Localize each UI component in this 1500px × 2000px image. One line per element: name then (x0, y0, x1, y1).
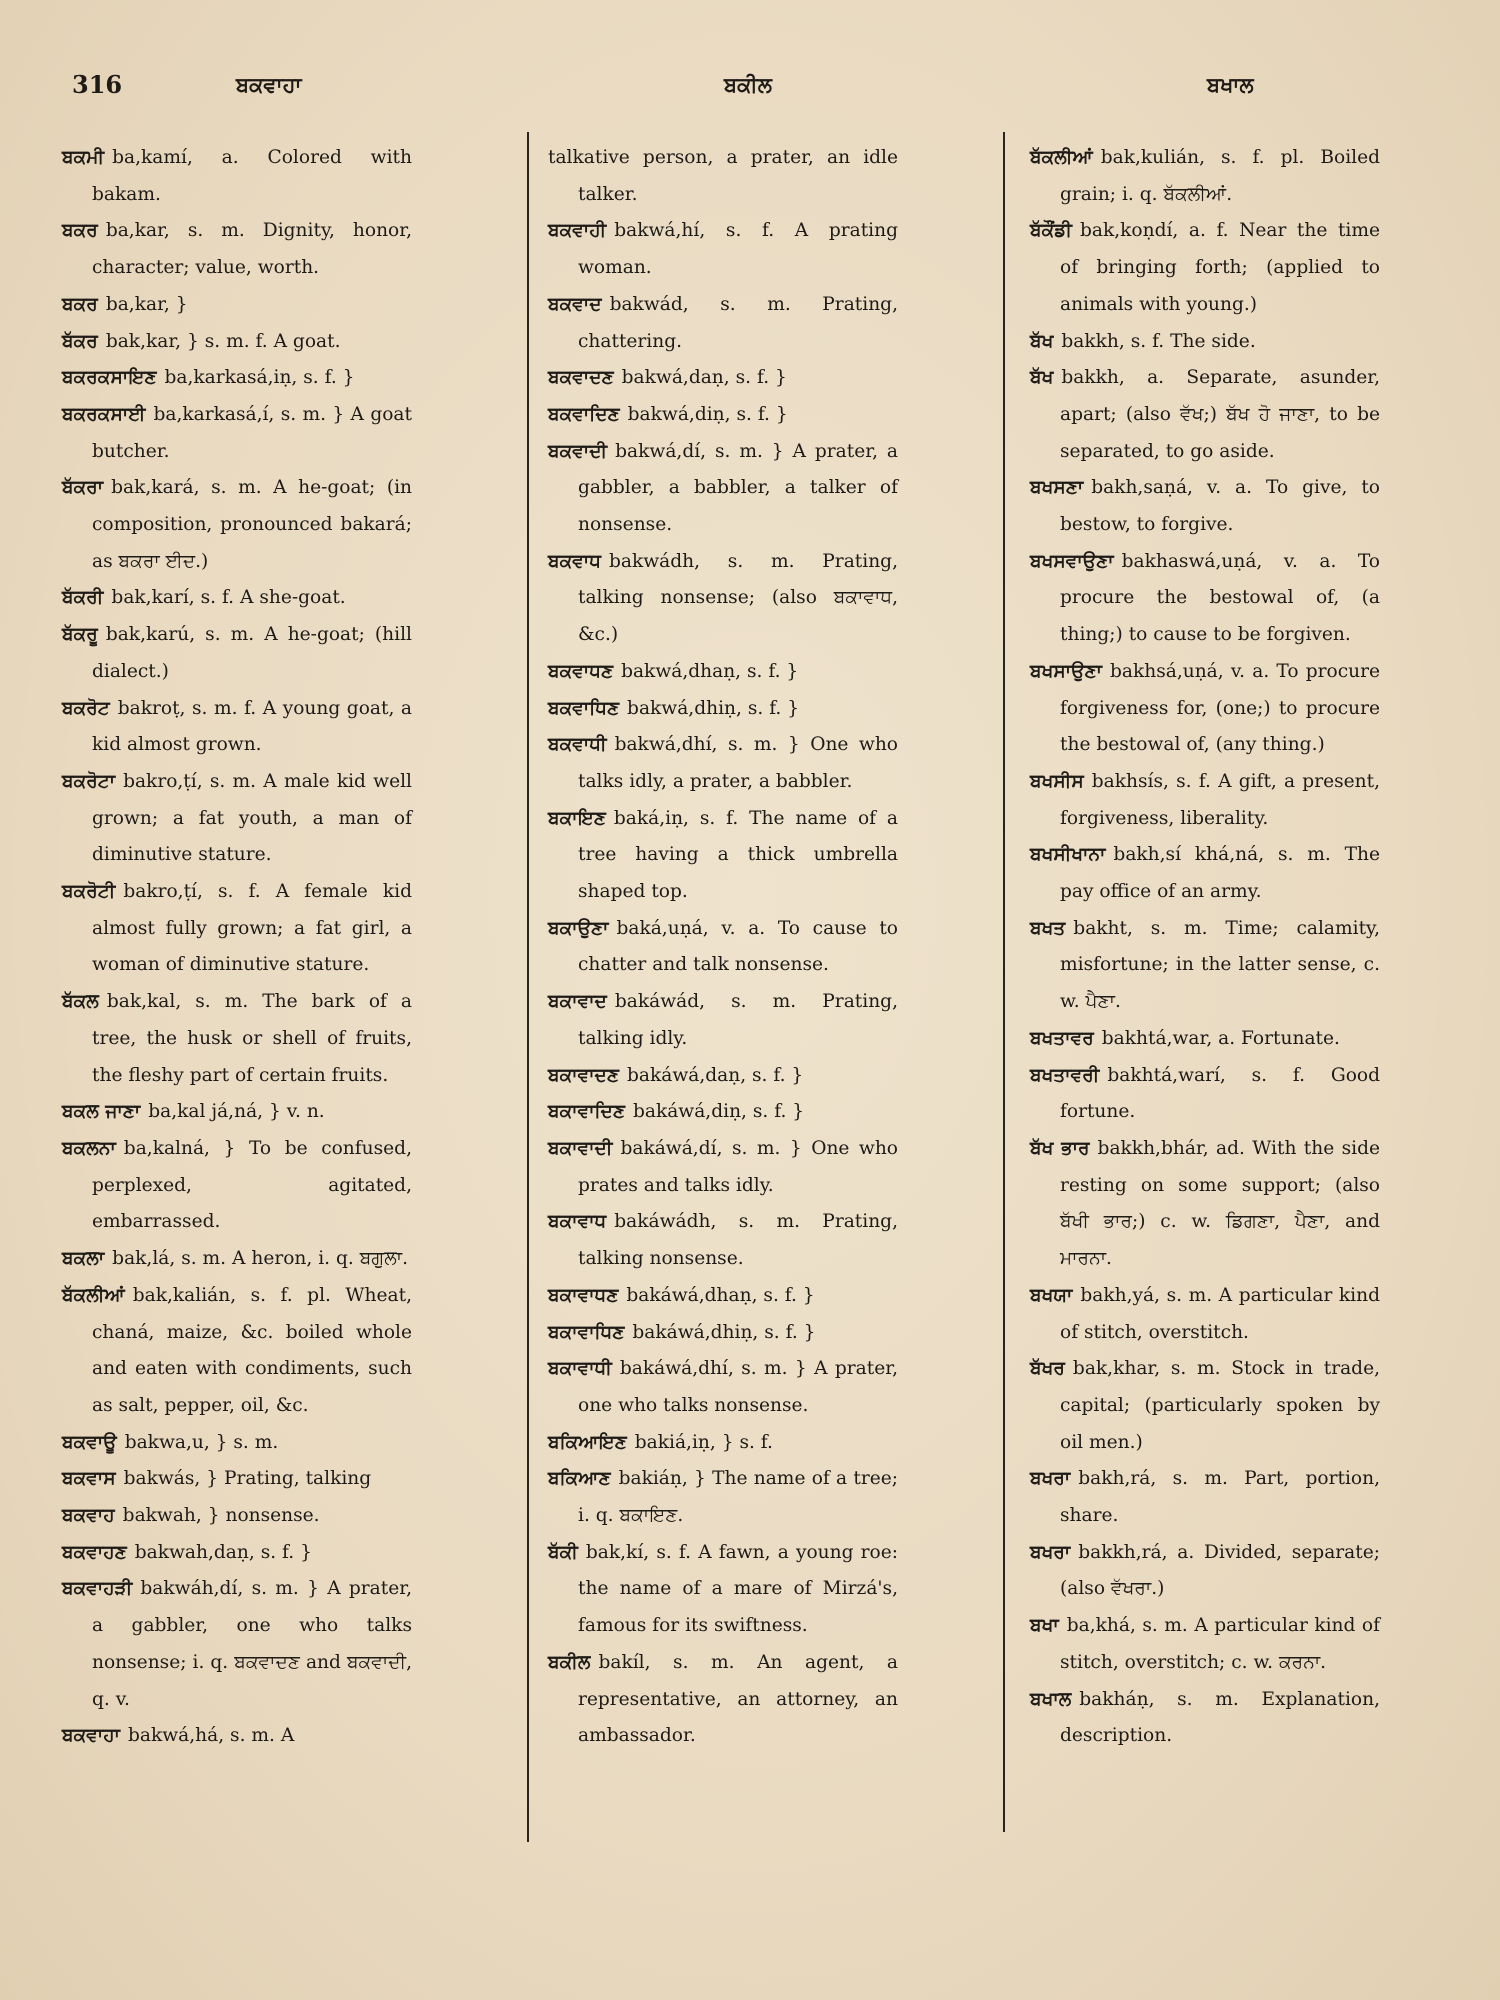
dictionary-entry (1030, 1351, 1380, 1461)
entry-definition: bakwás, } Prating, talking (123, 1468, 372, 1490)
entry-headword: ਬਕਾਵਾਦੀ (548, 1137, 613, 1159)
dictionary-entry (62, 1718, 412, 1755)
entry-headword: ਬਕਵਾਊ (62, 1431, 117, 1453)
entry-definition: bakro,ṭí, s. f. A female kid almost fully grown; a fat girl, a woman of diminutive stature. (92, 881, 412, 976)
entry-headword: ਬਕਵਾਹੀ (548, 220, 607, 242)
dictionary-entry (62, 1498, 412, 1535)
entry-definition: bakwa,u, } s. m. (124, 1431, 279, 1453)
dictionary-entry (1030, 764, 1380, 837)
dictionary-entry (1030, 1278, 1380, 1351)
entry-headword: ਬੱਕੌਂਡੀ (1030, 220, 1072, 242)
entry-headword: ਬਖਸੀਸ (1030, 770, 1084, 792)
dictionary-entry (1030, 1608, 1380, 1681)
entry-headword: ਬਕਮੀ (62, 147, 105, 168)
entry-definition: bakhsá,uṇá, v. a. To procure forgiveness for, (one;) to procure the bestowal of, (any thing.) (1060, 660, 1380, 756)
entry-headword: ਬੱਕਰ (62, 330, 98, 352)
entry-headword: ਬਕਾਵਾਦ (548, 991, 607, 1013)
entry-headword: ਬਕਰਕਸਾਇਣ (62, 367, 157, 389)
dictionary-entry (62, 1278, 412, 1425)
entry-definition: baká,uṇá, v. a. To cause to chatter and talk nonsense. (578, 917, 898, 976)
entry-headword: ਬਖਸਣਾ (1030, 477, 1084, 499)
dictionary-entry (1030, 1461, 1380, 1534)
dictionary-entry (1030, 654, 1380, 764)
dictionary-entry (62, 984, 412, 1094)
dictionary-entry (548, 727, 898, 800)
entry-headword: ਬਕਵਾਦਣ (548, 367, 614, 389)
entry-definition: bakwád, s. m. Prating, chattering. (578, 293, 898, 352)
entry-headword: ਬਖਤਾਵਰ (1030, 1027, 1094, 1049)
page-header (0, 70, 1500, 110)
entry-headword: ਬਕਵਾਹਣ (62, 1541, 127, 1563)
entry-definition: bakkh,bhár, ad. With the side resting on some support; (also ਬੱਖੀ ਭਾਰ;) c. w. ਡਿਗਣਾ, ਪੈਣਾ, and ਮਾਰਨਾ. (1060, 1137, 1380, 1270)
dictionary-entry (548, 1094, 898, 1131)
entry-definition: bakáwá,dhaṇ, s. f. } (626, 1284, 815, 1306)
entry-headword: ਬਖਸੀਖਾਨਾ (1030, 844, 1106, 866)
entry-headword: ਬਕਰੋਟ (62, 697, 110, 719)
entry-definition: bak,kí, s. f. A fawn, a young roe: the name of a mare of Mirzá's, famous for its swiftness. (578, 1541, 898, 1637)
dictionary-entry (548, 984, 898, 1057)
entry-definition: bakwá,dhí, s. m. } One who talks idly, a prater, a babbler. (578, 734, 898, 792)
page-number: 316 (72, 70, 123, 99)
entry-headword: ਬਕਿਆਣ (548, 1468, 611, 1490)
dictionary-entry (62, 213, 412, 286)
dictionary-entry (62, 397, 412, 470)
entry-definition: bakh,saṇá, v. a. To give, to bestow, to forgive. (1060, 477, 1380, 536)
entry-definition: bakroṭ, s. m. f. A young goat, a kid almost grown. (92, 697, 412, 756)
entry-definition: bakwá,dhiṇ, s. f. } (627, 697, 800, 719)
entry-headword: ਬਕਾਉਣਾ (548, 917, 609, 939)
dictionary-entry (1030, 544, 1380, 654)
dictionary-entry (548, 1351, 898, 1424)
guide-word-left: ਬਕਵਾਹਾ (236, 72, 302, 97)
dictionary-entry (548, 544, 898, 654)
entry-definition: talkative person, a prater, an idle talker. (548, 147, 898, 205)
entry-definition: bakkh,rá, a. Divided, separate; (also ਵੱਖਰਾ.) (1060, 1541, 1380, 1600)
entry-definition: ba,khá, s. m. A particular kind of stitch, overstitch; c. w. ਕਰਨਾ. (1060, 1615, 1380, 1673)
dictionary-entry (1030, 1058, 1380, 1131)
dictionary-entry (548, 801, 898, 911)
entry-headword: ਬਕਵਾਦ (548, 293, 602, 315)
entry-headword: ਬੱਕਰੂ (62, 624, 98, 646)
entry-definition: bak,kará, s. m. A he-goat; (in composition, pronounced bakará; as ਬਕਰਾ ਈਦ.) (92, 477, 412, 572)
entry-definition: bakwá,daṇ, s. f. } (621, 367, 787, 389)
entry-definition: ba,kamí, a. Colored with bakam. (92, 147, 412, 205)
column-divider-right (1003, 132, 1005, 1832)
entry-headword: ਬਕਵਾਹੜੀ (62, 1578, 133, 1600)
dictionary-entry (1030, 1021, 1380, 1058)
dictionary-entry (548, 1278, 898, 1315)
entry-headword: ਬਕਾਵਾਧ (548, 1211, 607, 1233)
entry-definition: bakáwá,diṇ, s. f. } (632, 1101, 805, 1123)
entry-definition: baká,iṇ, s. f. The name of a tree having a thick umbrella shaped top. (578, 807, 898, 903)
dictionary-entry (548, 654, 898, 691)
dictionary-entry (62, 1094, 412, 1131)
entry-headword: ਬਕਵਾਦਿਣ (548, 403, 620, 425)
dictionary-entry (1030, 213, 1380, 323)
dictionary-entry (548, 397, 898, 434)
dictionary-entry (1030, 470, 1380, 543)
entry-definition: bak,kulián, s. f. pl. Boiled grain; i. q. ਬੱਕਲੀਆਂ. (1060, 147, 1380, 205)
entry-headword: ਬਕਾਵਾਧਿਣ (548, 1321, 625, 1343)
entry-definition: bakáwádh, s. m. Prating, talking nonsense. (578, 1211, 898, 1270)
entry-headword: ਬਕਵਾਧ (548, 550, 601, 572)
dictionary-entry (548, 287, 898, 360)
entry-definition: bakáwá,dhí, s. m. } A prater, one who talks nonsense. (578, 1358, 898, 1416)
dictionary-entry (62, 1535, 412, 1572)
dictionary-entry (548, 1425, 898, 1462)
dictionary-entry (62, 1241, 412, 1278)
dictionary-entry (548, 213, 898, 286)
guide-word-right: ਬਖਾਲ (1207, 72, 1254, 97)
entry-headword: ਬਕਵਾਦੀ (548, 440, 608, 462)
entry-definition: bakwáh,dí, s. m. } A prater, a gabbler, one who talks nonsense; i. q. ਬਕਵਾਦਣ and ਬਕਵਾਦੀ, q. v. (92, 1578, 412, 1710)
dictionary-entry (1030, 1682, 1380, 1755)
dictionary-entry (1030, 837, 1380, 910)
entry-definition: ba,kar, } (105, 293, 188, 315)
entry-headword: ਬਕਵਾਹ (62, 1505, 115, 1527)
dictionary-entry (548, 1461, 898, 1534)
entry-definition: bakh,sí khá,ná, s. m. The pay office of an army. (1060, 844, 1380, 903)
entry-headword: ਬੱਖਰ (1030, 1358, 1065, 1380)
entry-headword: ਬਕਾਵਾਦਿਣ (548, 1101, 625, 1123)
dictionary-entry (1030, 140, 1380, 213)
dictionary-entry (548, 434, 898, 544)
entry-headword: ਬਕਾਵਾਦਣ (548, 1064, 619, 1086)
dictionary-entry (548, 1131, 898, 1204)
entry-definition: bakwá,hí, s. f. A prating woman. (578, 220, 898, 279)
entry-headword: ਬਕਵਾਧਿਣ (548, 697, 620, 719)
entry-definition: bak,koṇdí, a. f. Near the time of bringing forth; (applied to animals with young.) (1060, 220, 1380, 315)
entry-headword: ਬਕਵਾਧੀ (548, 734, 607, 756)
dictionary-entry (1030, 1535, 1380, 1608)
entry-definition: bak,kalián, s. f. pl. Wheat, chaná, maize, &c. boiled whole and eaten with condiments, such as salt, pepper, oil, &c. (92, 1284, 412, 1416)
entry-headword: ਬੱਖ (1030, 330, 1054, 352)
dictionary-entry (548, 1204, 898, 1277)
dictionary-entry (548, 911, 898, 984)
dictionary-entry (62, 1425, 412, 1462)
entry-column-2 (548, 140, 898, 1755)
column-divider-left (527, 132, 529, 1842)
entry-definition: ba,karkasá,iṇ, s. f. } (164, 367, 355, 389)
entry-definition: bakhsís, s. f. A gift, a present, forgiveness, liberality. (1060, 770, 1380, 829)
entry-headword: ਬਕਰੋਟਾ (62, 770, 116, 792)
entry-headword: ਬਖਯਾ (1030, 1284, 1073, 1306)
entry-headword: ਬਕਲ ਜਾਣਾ (62, 1101, 141, 1123)
entry-definition: bakh,yá, s. m. A particular kind of stitch, overstitch. (1060, 1284, 1380, 1343)
entry-definition: bakiáṇ, } The name of a tree; i. q. ਬਕਾਇਣ. (578, 1468, 898, 1527)
dictionary-entry (62, 470, 412, 580)
entry-headword: ਬਕਰਕਸਾਈ (62, 403, 146, 425)
entry-headword: ਬਖਾਲ (1030, 1688, 1072, 1710)
entry-headword: ਬਖਤ (1030, 917, 1066, 939)
entry-definition: bak,kal, s. m. The bark of a tree, the husk or shell of fruits, the fleshy part of certain fruits. (92, 991, 412, 1086)
dictionary-entry (548, 1645, 898, 1755)
dictionary-entry (548, 1535, 898, 1645)
entry-column-1 (62, 140, 412, 1755)
entry-definition: bakkh, a. Separate, asunder, apart; (also ਵੱਖ;) ਬੱਖ ਹੋ ਜਾਣਾ, to be separated, to go aside. (1060, 367, 1380, 462)
dictionary-entry (62, 617, 412, 690)
dictionary-entry (62, 580, 412, 617)
entry-headword: ਬਕਿਆਇਣ (548, 1431, 627, 1453)
entry-definition: bak,karú, s. m. A he-goat; (hill dialect.) (92, 624, 412, 682)
dictionary-entry (62, 874, 412, 984)
entry-definition: bakwá,dhaṇ, s. f. } (621, 660, 799, 682)
entry-definition: bakháṇ, s. m. Explanation, description. (1060, 1688, 1380, 1747)
entry-headword: ਬਕਵਾਸ (62, 1468, 116, 1490)
entry-definition: ba,kal já,ná, } v. n. (148, 1101, 325, 1123)
entry-headword: ਬਕਲਾ (62, 1248, 105, 1270)
entry-definition: bakwah, } nonsense. (122, 1505, 320, 1527)
entry-headword: ਬੱਖ ਭਾਰ (1030, 1137, 1090, 1159)
dictionary-entry (62, 140, 412, 213)
entry-headword: ਬੱਕਲੀਆਂ (62, 1284, 125, 1306)
entry-definition: bakwá,há, s. m. A (127, 1725, 295, 1747)
entry-definition: bakh,rá, s. m. Part, portion, share. (1060, 1468, 1380, 1527)
entry-definition: ba,kalná, } To be confused, perplexed, agitated, embarrassed. (92, 1137, 412, 1233)
dictionary-entry (62, 1461, 412, 1498)
entry-headword: ਬਕਲਨਾ (62, 1137, 116, 1159)
guide-word-center: ਬਕੀਲ (724, 72, 772, 97)
entry-definition: bakro,ṭí, s. m. A male kid well grown; a fat youth, a man of diminutive stature. (92, 770, 412, 866)
entry-headword: ਬਖਤਾਵਰੀ (1030, 1064, 1100, 1086)
entry-definition: bak,karí, s. f. A she-goat. (111, 587, 346, 609)
dictionary-entry (1030, 324, 1380, 361)
entry-headword: ਬੱਕਲ (62, 991, 99, 1013)
entry-headword: ਬਕਵਾਧਣ (548, 660, 614, 682)
entry-definition: ba,kar, s. m. Dignity, honor, character; value, worth. (92, 220, 412, 279)
entry-headword: ਬੱਖ (1030, 367, 1054, 389)
entry-headword: ਬਖਸਵਾਉਣਾ (1030, 550, 1114, 572)
entry-definition: bakwah,daṇ, s. f. } (134, 1541, 312, 1563)
dictionary-entry (1030, 1131, 1380, 1278)
dictionary-entry (62, 324, 412, 361)
entry-definition: bakwádh, s. m. Prating, talking nonsense; (also ਬਕਾਵਾਧ, &c.) (578, 550, 898, 646)
dictionary-entry (62, 287, 412, 324)
entry-headword: ਬੱਕੀ (548, 1541, 578, 1563)
dictionary-entry (548, 691, 898, 728)
entry-definition: bak,lá, s. m. A heron, i. q. ਬਗੁਲਾ. (112, 1248, 409, 1270)
entry-headword: ਬਕਾਵਾਧੀ (548, 1358, 612, 1380)
dictionary-entry (62, 360, 412, 397)
entry-headword: ਬਕਰੋਟੀ (62, 881, 116, 903)
entry-definition: bakwá,dí, s. m. } A prater, a gabbler, a babbler, a talker of nonsense. (578, 440, 898, 536)
dictionary-entry (62, 1131, 412, 1241)
entry-headword: ਬੱਕਰਾ (62, 477, 104, 499)
entry-definition: bakwá,diṇ, s. f. } (627, 403, 788, 425)
entry-headword: ਬੱਕਲੀਆਂ (1030, 147, 1093, 168)
entry-definition: bakáwá,dí, s. m. } One who prates and talks idly. (578, 1137, 898, 1196)
entry-definition: bakht, s. m. Time; calamity, misfortune; in the latter sense, c. w. ਪੈਣਾ. (1060, 917, 1380, 1013)
dictionary-entry (548, 360, 898, 397)
entry-headword: ਬਖਰਾ (1030, 1541, 1071, 1563)
entry-headword: ਬਖਾ (1030, 1615, 1059, 1637)
entry-headword: ਬਕਾਇਣ (548, 807, 606, 829)
entry-definition: bakáwá,dhiṇ, s. f. } (632, 1321, 816, 1343)
entry-definition: bakhtá,war, a. Fortunate. (1101, 1027, 1340, 1049)
entry-headword: ਬਕੀਲ (548, 1651, 591, 1673)
entry-definition: bak,kar, } s. m. f. A goat. (105, 330, 341, 352)
dictionary-entry (62, 1571, 412, 1718)
dictionary-entry (548, 1058, 898, 1095)
entry-definition: bakkh, s. f. The side. (1061, 330, 1256, 352)
entry-headword: ਬਕਾਵਾਧਣ (548, 1284, 619, 1306)
entry-headword: ਬਕਵਾਹਾ (62, 1725, 120, 1747)
dictionary-entry (1030, 360, 1380, 470)
entry-definition: bakáwá,daṇ, s. f. } (626, 1064, 804, 1086)
entry-definition: bakiá,iṇ, } s. f. (634, 1431, 773, 1453)
entry-definition: ba,karkasá,í, s. m. } A goat butcher. (92, 403, 412, 462)
dictionary-entry (1030, 911, 1380, 1021)
entry-column-3 (1030, 140, 1380, 1755)
entry-headword: ਬਕਰ (62, 220, 98, 242)
dictionary-entry (548, 140, 898, 213)
entry-headword: ਬਕਰ (62, 293, 98, 315)
entry-definition: bakáwád, s. m. Prating, talking idly. (578, 991, 898, 1049)
dictionary-entry (548, 1315, 898, 1352)
dictionary-entry (62, 691, 412, 764)
entry-headword: ਬੱਕਰੀ (62, 587, 104, 609)
entry-definition: bakíl, s. m. An agent, a representative, an attorney, an ambassador. (578, 1651, 898, 1747)
entry-headword: ਬਖਸਾਉਣਾ (1030, 660, 1102, 682)
entry-definition: bakhaswá,uṇá, v. a. To procure the bestowal of, (a thing;) to cause to be forgiven. (1060, 550, 1380, 646)
entry-definition: bakhtá,warí, s. f. Good fortune. (1060, 1064, 1380, 1123)
dictionary-entry (62, 764, 412, 874)
entry-headword: ਬਖਰਾ (1030, 1468, 1071, 1490)
entry-definition: bak,khar, s. m. Stock in trade, capital; (particularly spoken by oil men.) (1060, 1358, 1380, 1453)
